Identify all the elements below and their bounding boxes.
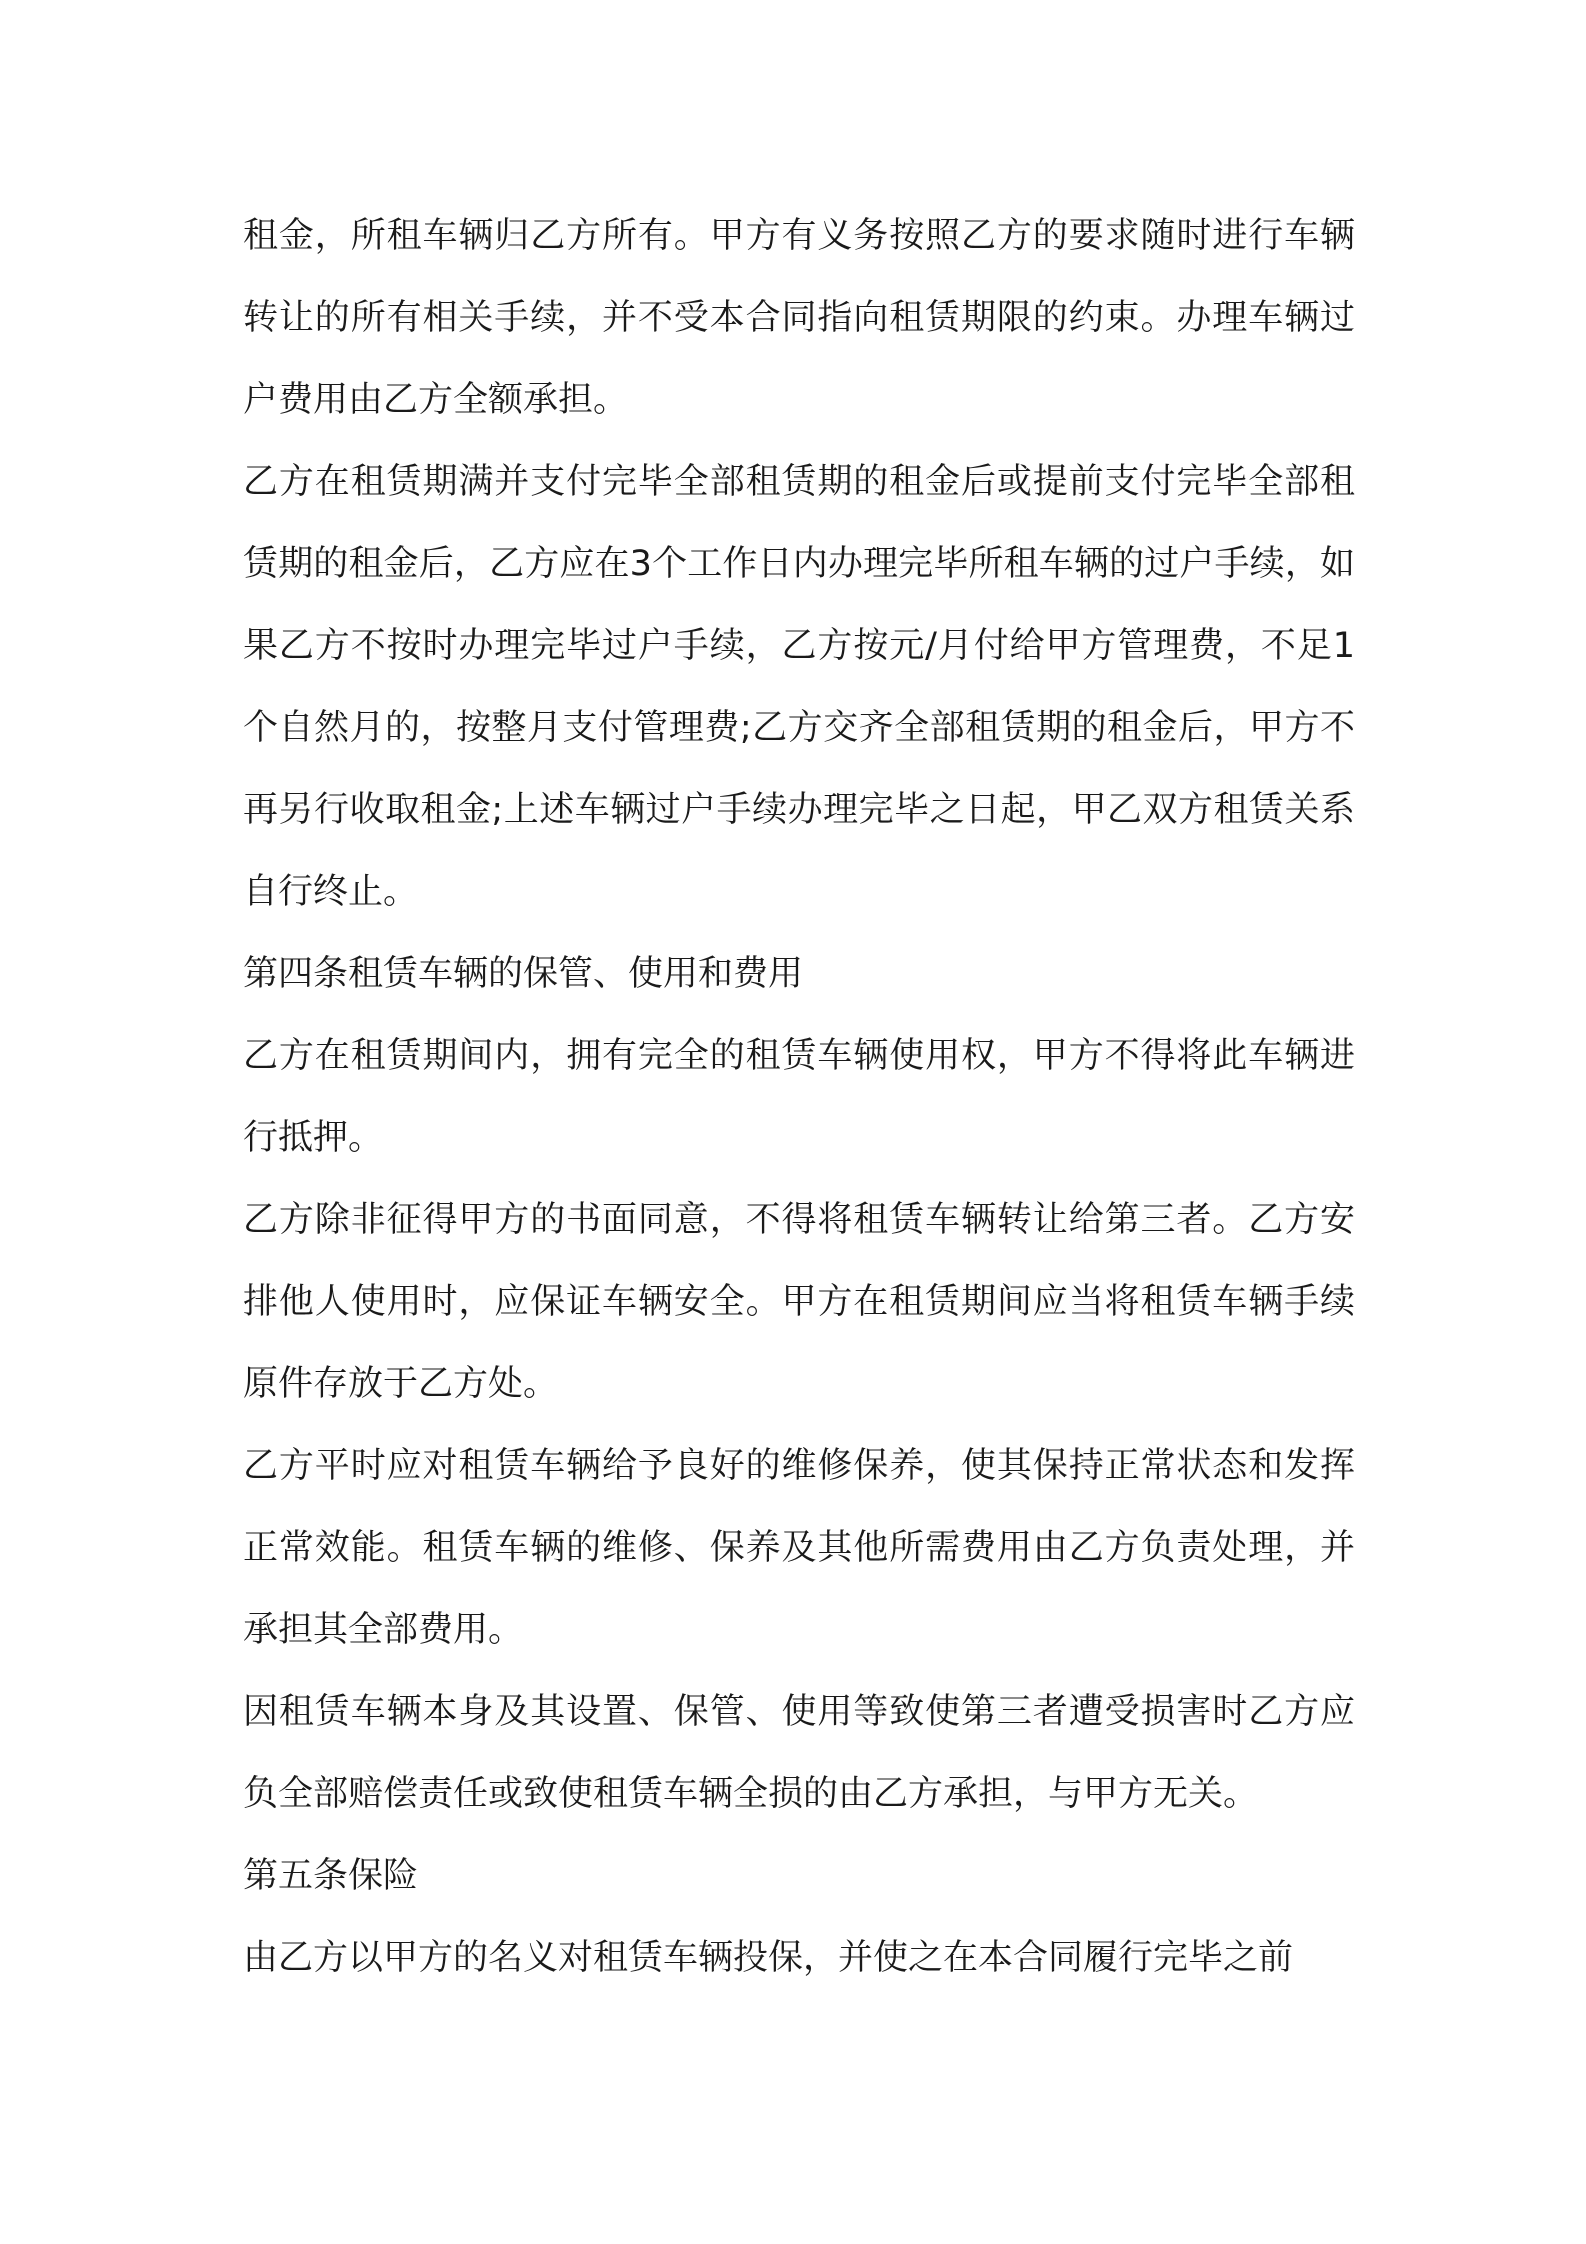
paragraph-transfer-consent: 乙方除非征得甲方的书面同意，不得将租赁车辆转让给第三者。乙方安排他人使用时，应保证车辆安全。甲方在租赁期间应当将租赁车辆手续原件存放于乙方处。 [243,1200,1355,1404]
paragraph-usage-right: 乙方在租赁期间内，拥有完全的租赁车辆使用权，甲方不得将此车辆进行抵押。 [243,1036,1355,1158]
paragraph-transfer-procedure: 乙方在租赁期满并支付完毕全部租赁期的租金后或提前支付完毕全部租赁期的租金后，乙方应在3个工作日内办理完毕所租车辆的过户手续，如果乙方不按时办理完毕过户手续，乙方按元/月付给甲方管理费，不足1个自然月的，按整月支付管理费;乙方交齐全部租赁期的租金后，甲方不再另行收取租金;上述车辆过户手续办理完毕之日起，甲乙双方租赁关系自行终止。 [243,462,1355,912]
paragraph-insurance: 由乙方以甲方的名义对租赁车辆投保，并使之在本合同履行完毕之前 [243,1938,1294,1978]
section-heading-article-4: 第四条租赁车辆的保管、使用和费用 [243,954,804,994]
paragraph-rent-ownership: 租金，所租车辆归乙方所有。甲方有义务按照乙方的要求随时进行车辆转让的所有相关手续，并不受本合同指向租赁期限的约束。办理车辆过户费用由乙方全额承担。 [243,216,1355,420]
section-heading-article-5: 第五条保险 [243,1856,419,1896]
document-body [243,195,1355,1999]
paragraph-maintenance: 乙方平时应对租赁车辆给予良好的维修保养，使其保持正常状态和发挥正常效能。租赁车辆的维修、保养及其他所需费用由乙方负责处理，并承担其全部费用。 [243,1446,1355,1650]
paragraph-liability: 因租赁车辆本身及其设置、保管、使用等致使第三者遭受损害时乙方应负全部赔偿责任或致使租赁车辆全损的由乙方承担，与甲方无关。 [243,1692,1355,1814]
